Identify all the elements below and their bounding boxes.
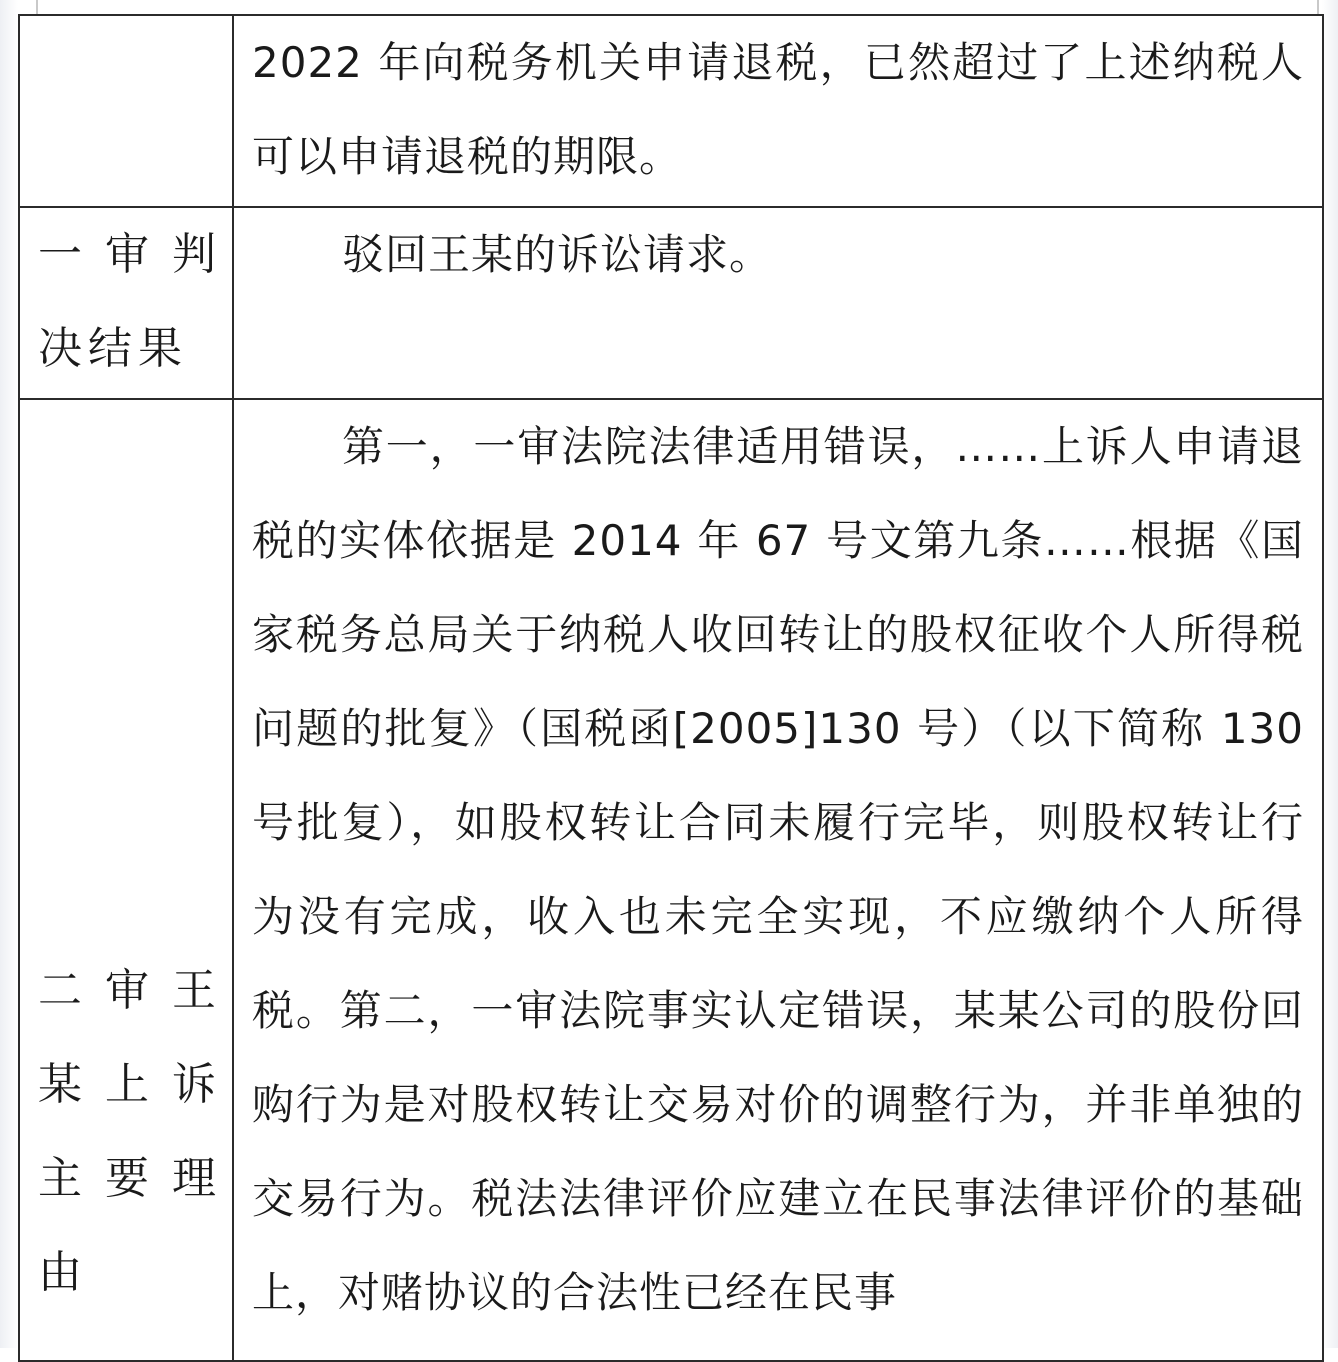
case-table	[18, 14, 1324, 1362]
row-content: 2022 年向税务机关申请退税，已然超过了上述纳税人可以申请退税的期限。	[252, 38, 1304, 181]
previous-page-edge	[36, 0, 1319, 14]
first-instance-result: 驳回王某的诉讼请求。	[342, 230, 773, 279]
row-label-cell	[19, 15, 233, 207]
row-label-cell	[19, 399, 233, 1361]
table-row	[19, 399, 1323, 1361]
row-content-cell	[233, 15, 1323, 207]
appeal-reasons-label: 二审王某上诉主要理由	[38, 965, 222, 1298]
row-content-cell	[233, 399, 1323, 1361]
appeal-reasons-content: 第一，一审法院法律适用错误，……上诉人申请退税的实体依据是 2014 年 67 号文第九条……根据《国家税务总局关于纳税人收回转让的股权征收个人所得税问题的批复》（国税函[2005]130 号）（以下简称 130 号批复），如股权转让合同未履行完毕，则股权转让行为没有完成，收入也未完全实现，不应缴纳个人所得税。第二，一审法院事实认定错误，某某公司的股份回购行为是对股权转让交易对价的调整行为，并非单独的交易行为。税法法律评价应建立在民事法律评价的基础上，对赌协议的合法性已经在民事	[252, 422, 1304, 1317]
table-row	[19, 15, 1323, 207]
row-label-cell	[19, 207, 233, 399]
table-row	[19, 207, 1323, 399]
first-instance-label: 一审判决结果	[38, 229, 222, 374]
row-content-cell	[233, 207, 1323, 399]
